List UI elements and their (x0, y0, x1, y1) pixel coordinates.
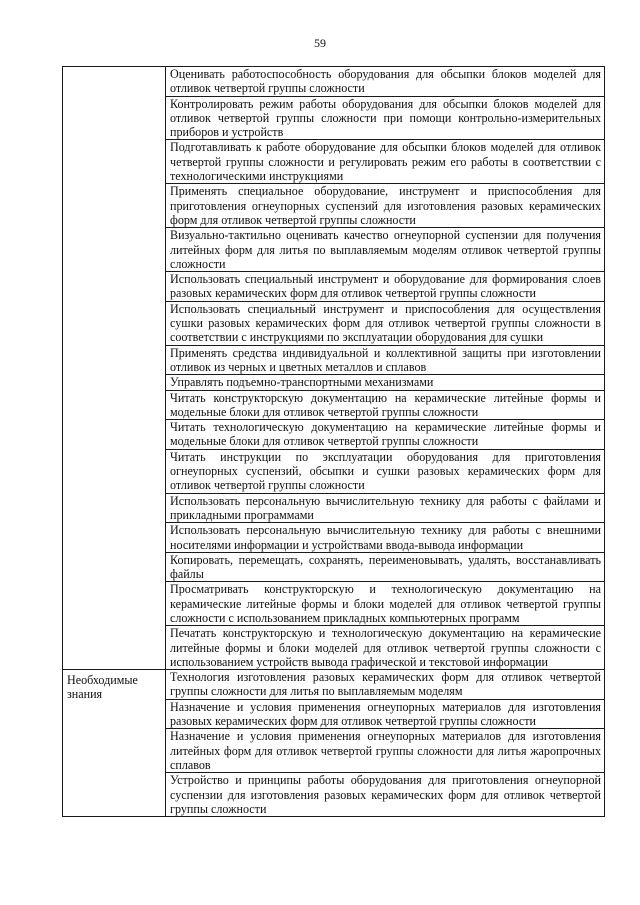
skill-item: Читать инструкции по эксплуатации оборудования для приготовления огнеупорных суспензий, обсыпки и сушки разовых керамических форм для отливок четвертой группы сложности (166, 449, 605, 493)
table-row (63, 523, 605, 553)
table-row (63, 375, 605, 390)
table-row (63, 626, 605, 670)
table-row (63, 228, 605, 272)
label-cell-empty (63, 420, 166, 450)
knowledge-item: Технология изготовления разовых керамических форм для отливок четвертой группы сложности для литья по выплавляемым моделям (166, 670, 605, 700)
label-cell-empty (63, 228, 166, 272)
skill-item: Использовать персональную вычислительную технику для работы с внешними носителями информации и устройствами ввода-вывода информации (166, 523, 605, 553)
skill-item: Просматривать конструкторскую и технологическую документацию на керамические литейные формы и блоки моделей для отливок четвертой группы сложности с использованием прикладных компьютерных программ (166, 582, 605, 626)
table-row (63, 420, 605, 450)
page-number: 59 (314, 36, 326, 50)
table-row (63, 272, 605, 302)
knowledge-label: Необходимые знания (63, 670, 166, 817)
table-row (63, 96, 605, 140)
label-cell-empty (63, 523, 166, 553)
label-cell-empty (63, 493, 166, 523)
table-row (63, 184, 605, 228)
label-cell-empty (63, 375, 166, 390)
table-row (63, 390, 605, 420)
skill-item: Контролировать режим работы оборудования для обсыпки блоков моделей для отливок четвертой группы сложности при помощи контрольно-измерительных приборов и устройств (166, 96, 605, 140)
competency-table (62, 66, 605, 817)
label-cell-empty (63, 449, 166, 493)
table-row (63, 582, 605, 626)
table-row (63, 67, 605, 97)
knowledge-item: Назначение и условия применения огнеупорных материалов для изготовления литейных форм для отливок четвертой группы сложности для литья жаропрочных сплавов (166, 729, 605, 773)
skill-item: Подготавливать к работе оборудование для обсыпки блоков моделей для отливок четвертой группы сложности и регулировать режим его работы в соответствии с технологическими инструкциями (166, 140, 605, 184)
knowledge-item: Устройство и принципы работы оборудования для приготовления огнеупорной суспензии для изготовления разовых керамических форм для отливок четвертой группы сложности (166, 773, 605, 817)
skill-item: Оценивать работоспособность оборудования для обсыпки блоков моделей для отливок четвертой группы сложности (166, 67, 605, 97)
label-cell-empty (63, 626, 166, 670)
table-row (63, 670, 605, 700)
label-cell-empty (63, 345, 166, 375)
label-cell-empty (63, 390, 166, 420)
skill-item: Визуально-тактильно оценивать качество огнеупорной суспензии для получения литейных форм для литья по выплавляемым моделям отливок четвертой группы сложности (166, 228, 605, 272)
skills-label-cell (63, 67, 166, 97)
label-cell-empty (63, 184, 166, 228)
label-cell-empty (63, 301, 166, 345)
skill-item: Управлять подъемно-транспортными механизмами (166, 375, 605, 390)
skill-item: Печатать конструкторскую и технологическую документацию на керамические литейные формы и блоки моделей для отливок четвертой группы сложности с использованием устройств вывода графической и текстовой информации (166, 626, 605, 670)
label-cell-empty (63, 582, 166, 626)
skill-item: Читать конструкторскую документацию на керамические литейные формы и модельные блоки для отливок четвертой группы сложности (166, 390, 605, 420)
table-row (63, 449, 605, 493)
skill-item: Копировать, перемещать, сохранять, переименовывать, удалять, восстанавливать файлы (166, 552, 605, 582)
skill-item: Использовать специальный инструмент и приспособления для осуществления сушки разовых керамических форм для отливок четвертой группы сложности в соответствии с инструкциями по эксплуатации оборудования для сушки (166, 301, 605, 345)
table-row (63, 140, 605, 184)
knowledge-item: Назначение и условия применения огнеупорных материалов для изготовления разовых керамических форм для отливок четвертой группы сложности (166, 699, 605, 729)
label-cell-empty (63, 272, 166, 302)
label-cell-empty (63, 552, 166, 582)
table-row (63, 552, 605, 582)
table-row (63, 345, 605, 375)
skill-item: Читать технологическую документацию на керамические литейные формы и модельные блоки для отливок четвертой группы сложности (166, 420, 605, 450)
label-cell-empty (63, 140, 166, 184)
table-row (63, 301, 605, 345)
skill-item: Использовать персональную вычислительную технику для работы с файлами и прикладными программами (166, 493, 605, 523)
skill-item: Применять средства индивидуальной и коллективной защиты при изготовлении отливок из черных и цветных металлов и сплавов (166, 345, 605, 375)
skill-item: Использовать специальный инструмент и оборудование для формирования слоев разовых керамических форм для отливок четвертой группы сложности (166, 272, 605, 302)
table-row (63, 493, 605, 523)
label-cell-empty (63, 96, 166, 140)
skill-item: Применять специальное оборудование, инструмент и приспособления для приготовления огнеупорных суспензий для изготовления разовых керамических форм для отливок четвертой группы сложности (166, 184, 605, 228)
